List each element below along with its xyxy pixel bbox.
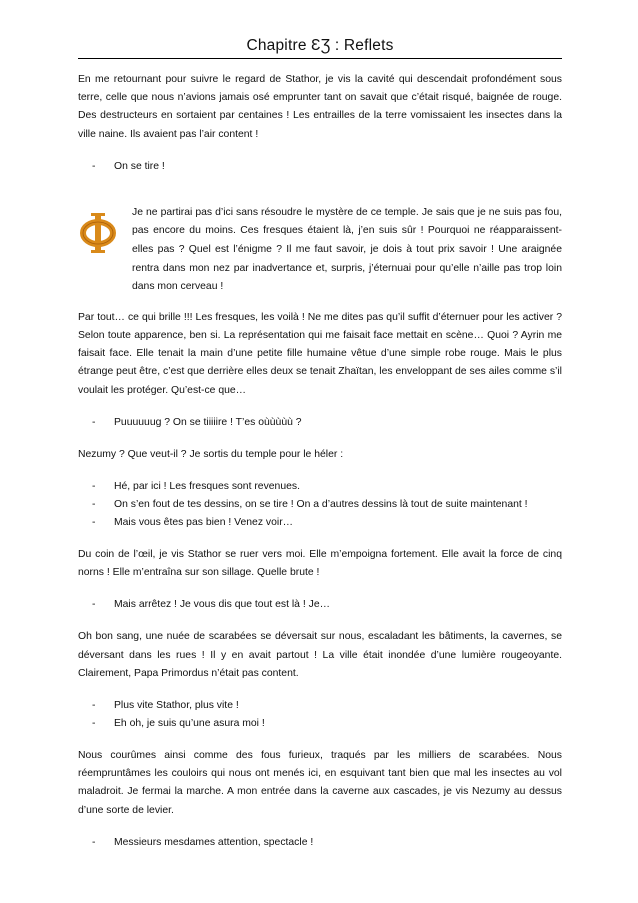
dash-marker: - bbox=[92, 499, 96, 510]
dialogue-text: On s’en fout de tes dessins, on se tire ! On a d’autres dessins là tout de suite maintenant ! bbox=[114, 499, 528, 510]
dialogue-text: Hé, par ici ! Les fresques sont revenues. bbox=[114, 481, 300, 492]
paragraph-2: Par tout… ce qui brille !!! Les fresques, les voilà ! Ne me dites pas qu’il suffit d’éternuer pour les activer ? Selon toute apparence, ben si. La représentation qui me faisait face mettait en scène… Quoi ? Ayrin me faisait face. Elle tenait la main d’une petite fille humaine vêtue d’une simple robe rouge. Mais le plus étrange peut être, c’est que derrière elles deux se tenait Zhaïtan, les enveloppant de ses ailes comme s’il voulait les protéger. Qu’est-ce que… bbox=[78, 311, 562, 396]
chapter-title: Chapitre ƐƷ : Reflets bbox=[78, 36, 562, 59]
dialogue-text: Mais arrêtez ! Je vous dis que tout est là ! Je… bbox=[114, 599, 330, 611]
dash-marker: - bbox=[92, 416, 96, 428]
dialogue-6 bbox=[78, 834, 562, 852]
dialogue-5 bbox=[78, 697, 562, 733]
dash-marker: - bbox=[92, 481, 96, 492]
dialogue-line bbox=[78, 158, 562, 176]
paragraph-1: En me retournant pour suivre le regard de Stathor, je vis la cavité qui descendait profondément sous terre, celle que nous n’avions jamais osé emprunter tant on savait que c’était risqué, baignée de rouge. Des destructeurs en sortaient par centaines ! Les entrailles de la terre vomissaient les insectes dans la ville naine. Ils avaient pas l’air content ! bbox=[78, 74, 562, 140]
dialogue-1 bbox=[78, 158, 562, 176]
dash-marker: - bbox=[92, 599, 96, 611]
dialogue-line bbox=[78, 496, 562, 514]
dialogue-line bbox=[78, 596, 562, 614]
dash-marker: - bbox=[92, 700, 96, 712]
dialogue-line bbox=[78, 514, 562, 532]
dialogue-line bbox=[78, 715, 562, 733]
dash-marker: - bbox=[92, 836, 96, 848]
dialogue-line bbox=[78, 478, 562, 496]
dialogue-line bbox=[78, 697, 562, 715]
dialogue-text: Mais vous êtes pas bien ! Venez voir… bbox=[114, 517, 294, 528]
dialogue-4 bbox=[78, 596, 562, 614]
dialogue-2 bbox=[78, 414, 562, 432]
dash-marker: - bbox=[92, 517, 96, 528]
inset-paragraph: Je ne partirai pas d’ici sans résoudre le mystère de ce temple. Je sais que je ne suis pas fou, pas encore du moins. Ces fresques étaient là, j’en suis sûr ! Pourquoi ne réapparaissent-elles pas ? Quel est l’énigme ? Il me faut savoir, je dois à tout prix savoir ! Une araignée rentra dans mon nez par inadvertance et, surpris, j’éternuai pour qu’elle n’aille pas trop loin dans mon cerveau ! bbox=[132, 206, 562, 293]
paragraph-6: Nous courûmes ainsi comme des fous furieux, traqués par les milliers de scarabées. Nous réempruntâmes les couloirs qui nous ont menés ici, en esquivant tant bien que mal les insectes au vol maladroit. Je fermai la marche. A mon entrée dans la caverne aux cascades, je vis Nezumy au dessus d’une sorte de levier. bbox=[78, 750, 562, 816]
dash-marker: - bbox=[92, 160, 96, 172]
dialogue-text: Eh oh, je suis qu’une asura moi ! bbox=[114, 718, 265, 730]
dialogue-text: Messieurs mesdames attention, spectacle ! bbox=[114, 836, 314, 848]
paragraph-5: Oh bon sang, une nuée de scarabées se déversait sur nous, escaladant les bâtiments, la cavernes, se déversant dans les rues ! Il y en avait partout ! La ville était inondée d’une lumière rougeoyante. Clairement, Papa Primordus n’était pas content. bbox=[78, 631, 562, 679]
paragraph-4: Du coin de l’œil, je vis Stathor se ruer vers moi. Elle m’empoigna fortement. Elle avait la force de cinq norns ! Elle m’entraîna sur son sillage. Quelle brute ! bbox=[78, 549, 562, 579]
phi-symbol-icon bbox=[80, 212, 116, 254]
dash-marker: - bbox=[92, 718, 96, 730]
document-page bbox=[78, 36, 562, 866]
dialogue-line bbox=[78, 834, 562, 852]
dialogue-text: On se tire ! bbox=[114, 160, 165, 172]
inset-block bbox=[78, 204, 562, 297]
paragraph-3: Nezumy ? Que veut-il ? Je sortis du temple pour le héler : bbox=[78, 448, 344, 460]
dialogue-line bbox=[78, 414, 562, 432]
dialogue-text: Plus vite Stathor, plus vite ! bbox=[114, 700, 239, 712]
dialogue-3 bbox=[78, 478, 562, 532]
dialogue-text: Puuuuuug ? On se tiiiiire ! T’es oùùùùù ? bbox=[114, 416, 302, 428]
